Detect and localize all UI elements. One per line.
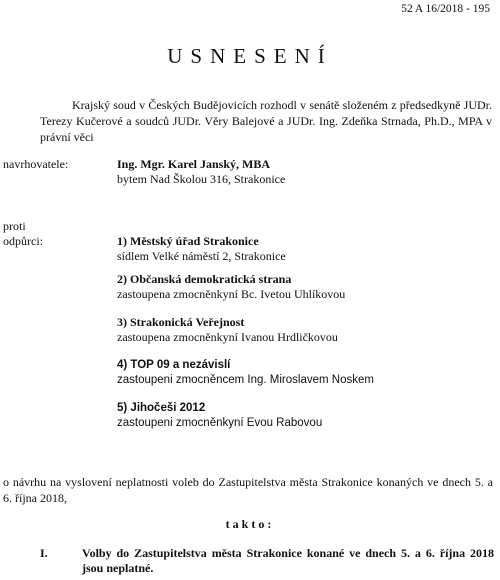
respondent-name: 3) Strakonická Veřejnost — [117, 315, 245, 329]
verdict-text: Volby do Zastupitelstva města Strakonice konané ve dnech 5. a 6. října 2018 jsou neplatné. — [82, 546, 494, 575]
petitioner-detail: bytem Nad Školou 316, Strakonice — [117, 172, 286, 186]
respondent-name: 1) Městský úřad Strakonice — [117, 234, 259, 248]
takto-heading: takto: — [225, 517, 275, 531]
respondent-detail: zastoupeni zmocněnkyní Evou Rabovou — [117, 417, 323, 429]
closing-paragraph: o návrhu na vyslovení neplatnosti voleb do Zastupitelstva města Strakonice konaných ve dnech 5. a 6. října 2018, — [3, 475, 493, 505]
petitioner-block — [117, 157, 487, 187]
intro-paragraph: Krajský soud v Českých Budějovicích rozhodl v senátě složeném z předsedkyně JUDr. Terezy Kučerové a soudců JUDr. Věry Balejové a JUDr. Ing. Zdeňka Strnada, Ph.D., MPA v právní věci — [40, 98, 492, 144]
respondent-item — [117, 272, 487, 302]
respondent-detail: zastoupena zmocněnkyní Ivanou Hrdličkovou — [117, 330, 338, 344]
respondent-item — [117, 234, 487, 264]
verdict-number: I. — [40, 546, 48, 560]
respondent-item — [117, 315, 487, 345]
against-label: proti — [3, 219, 26, 233]
respondent-item — [117, 401, 487, 431]
respondent-detail: sídlem Velké náměstí 2, Strakonice — [117, 249, 286, 263]
respondent-item — [117, 358, 487, 388]
respondent-name: 4) TOP 09 a nezávislí — [117, 359, 231, 371]
respondent-detail: zastoupena zmocněnkyní Bc. Ivetou Uhlíkovou — [117, 287, 346, 301]
case-number: 52 A 16/2018 - 195 — [401, 3, 490, 15]
petitioner-label: navrhovatele: — [3, 157, 69, 171]
respondents-label: odpůrci: — [3, 234, 43, 248]
document-title: USNESENÍ — [167, 44, 333, 68]
respondent-name: 2) Občanská demokratická strana — [117, 272, 292, 286]
petitioner-name: Ing. Mgr. Karel Janský, MBA — [117, 157, 271, 171]
respondent-detail: zastoupeni zmocněncem Ing. Miroslavem Noskem — [117, 374, 374, 386]
respondent-name: 5) Jihočeši 2012 — [117, 402, 206, 414]
